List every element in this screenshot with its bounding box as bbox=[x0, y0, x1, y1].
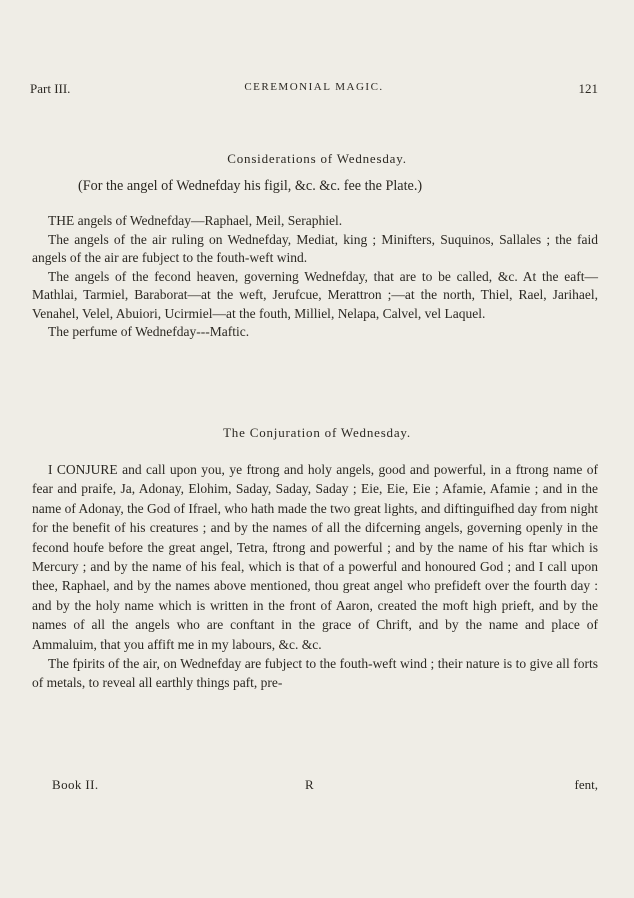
signature-mark: R bbox=[305, 777, 314, 792]
paragraph: I CONJURE and call upon you, ye ftrong and holy angels, good and powerful, in a ftrong name of fear and praife, Ja, Adonay, Elohim, Saday, Saday, Saday ; Eie, Eie, Eie ; Afamie, Afamie ; and in the name of Adonay, the God of Ifrael, who hath made the two great lights, and diftinguifhed day from night for the benefit of his creatures ; and by the names of all the difcerning angels, governing openly in the fecond houfe before the great angel, Tetra, ftrong and powerful ; and by the name of his ftar which is Mercury ; and by the name of his feal, which is that of a powerful and honoured God ; and I call upon thee, Raphael, and by the names above mentioned, thou great angel who prefideft over the fourth day : and by the holy name which is written in the front of Aaron, created the moft high prieft, and by the names of all the angels who are conftant in the grace of Chrift, and by the name and place of Ammaluim, that you affift me in my labours, &c. &c. bbox=[32, 462, 598, 652]
considerations-text bbox=[32, 212, 598, 342]
paragraph: The angels of the air ruling on Wednefday, Mediat, king ; Minifters, Suquinos, Sallales ; the faid angels of the air are fubject to the fouth-weft wind. bbox=[32, 231, 598, 265]
page-number: 121 bbox=[578, 81, 598, 96]
paragraph: The angels of the fecond heaven, governing Wednefday, that are to be called, &c. At the eaft—Mathlai, Tarmiel, Baraborat—at the weft, Jerufcue, Merattron ;—at the north, Thiel, Rael, Jarihael, Venahel, Velel, Abuiori, Ucirmiel—at the fouth, Milliel, Nelapa, Calvel, vel Laquel. bbox=[32, 268, 598, 321]
plate-note: (For the angel of Wednefday his figil, &c. &c. fee the Plate.) bbox=[78, 178, 423, 194]
section-heading-conjuration: The Conjuration of Wednesday. bbox=[223, 425, 411, 440]
running-header bbox=[30, 81, 598, 101]
catchword: fent, bbox=[574, 777, 598, 792]
paragraph: THE angels of Wednefday—Raphael, Meil, Seraphiel. bbox=[48, 213, 343, 228]
conjuration-text bbox=[32, 460, 598, 693]
running-title: CEREMONIAL MAGIC. bbox=[244, 81, 384, 93]
paragraph: The perfume of Wednefday---Maftic. bbox=[48, 324, 250, 339]
book-label: Book II. bbox=[52, 777, 99, 792]
paragraph: The fpirits of the air, on Wednefday are fubject to the fouth-weft wind ; their nature is to give all forts of metals, to reveal all earthly things paft, pre- bbox=[32, 656, 598, 691]
section-heading-considerations: Considerations of Wednesday. bbox=[227, 151, 407, 166]
page-footer bbox=[52, 777, 598, 797]
part-label: Part III. bbox=[30, 81, 71, 96]
